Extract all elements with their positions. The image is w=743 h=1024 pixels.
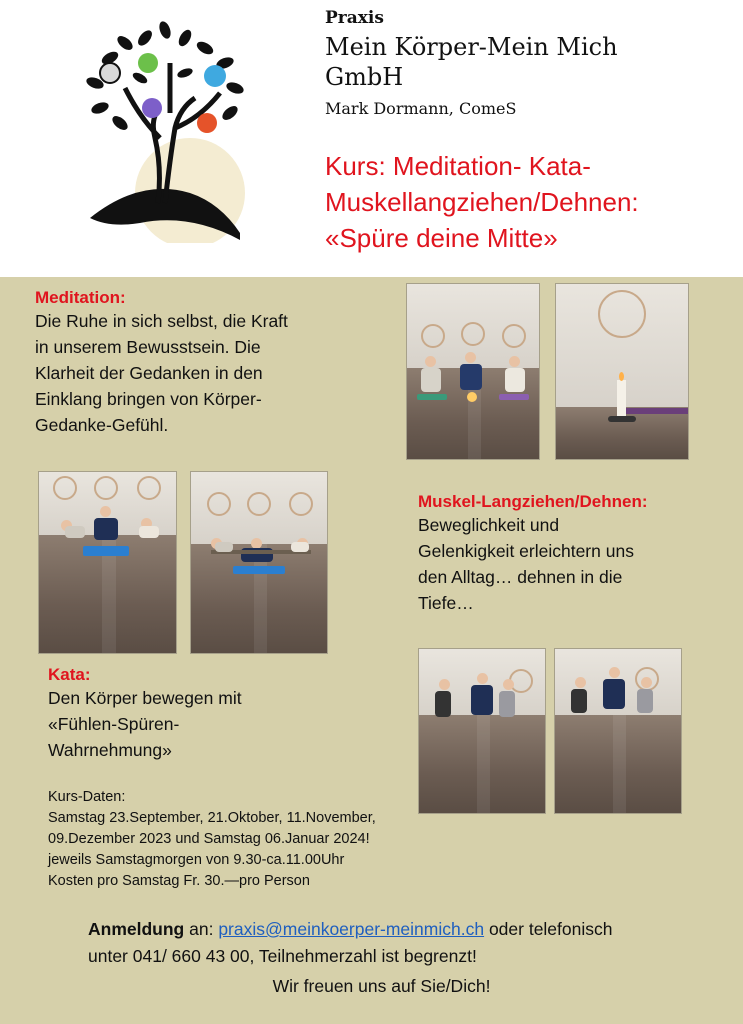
kursdaten-line: jeweils Samstagmorgen von 9.30-ca.11.00Uhr xyxy=(48,852,345,868)
meditation-text xyxy=(35,308,365,438)
muskel-line: den Alltag… dehnen in die xyxy=(418,567,623,587)
kata-heading: Kata: xyxy=(48,665,91,684)
after-email-text: oder telefonisch xyxy=(484,919,613,939)
meditation-section xyxy=(35,288,365,438)
meditation-line: Klarheit der Gedanken in den xyxy=(35,363,263,383)
meditation-heading: Meditation: xyxy=(35,288,126,307)
meditation-line: Die Ruhe in sich selbst, die Kraft xyxy=(35,311,288,331)
closing-text: Wir freuen uns auf Sie/Dich! xyxy=(272,976,491,996)
muskel-line: Tiefe… xyxy=(418,593,474,613)
meditation-line: Gedanke-Gefühl. xyxy=(35,415,169,435)
kata-line: Den Körper bewegen mit xyxy=(48,688,242,708)
registration-line-1 xyxy=(88,916,728,943)
kata-line: Wahrnehmung» xyxy=(48,740,172,760)
meditation-line: Einklang bringen von Körper- xyxy=(35,389,262,409)
registration-section xyxy=(88,916,728,970)
photo-candle xyxy=(555,283,689,460)
course-line-3: «Spüre deine Mitte» xyxy=(325,223,558,253)
kata-line: «Fühlen-Spüren- xyxy=(48,714,180,734)
muskel-section xyxy=(418,492,718,616)
kursdaten-line: Kurs-Daten: xyxy=(48,789,126,805)
muskel-line: Beweglichkeit und xyxy=(418,515,560,535)
company-line-1: Mein Körper-Mein Mich xyxy=(325,33,618,61)
photo-meditation-group xyxy=(406,283,540,460)
person-name: Mark Dormann, ComeS xyxy=(325,99,517,118)
kursdaten-line: Samstag 23.September, 21.Oktober, 11.November, xyxy=(48,810,376,826)
anmeldung-an: an: xyxy=(184,919,219,939)
company-line-2: GmbH xyxy=(325,63,404,91)
photo-stretch-2 xyxy=(190,471,328,654)
photo-stretch-1 xyxy=(38,471,177,654)
company-name xyxy=(325,32,725,92)
photo-kata-1 xyxy=(418,648,546,814)
course-line-2: Muskellangziehen/Dehnen: xyxy=(325,187,639,217)
email-link[interactable]: praxis@meinkoerper-meinmich.ch xyxy=(218,919,485,939)
tree-logo xyxy=(70,18,260,243)
muskel-heading: Muskel-Langziehen/Dehnen: xyxy=(418,492,648,511)
muskel-line: Gelenkigkeit erleichtern uns xyxy=(418,541,634,561)
kata-section xyxy=(48,665,348,763)
kursdaten-section xyxy=(48,787,428,892)
kursdaten-line: 09.Dezember 2023 und Samstag 06.Januar 2024! xyxy=(48,831,370,847)
course-line-1: Kurs: Meditation- Kata- xyxy=(325,151,591,181)
course-title xyxy=(325,148,735,256)
anmeldung-label: Anmeldung xyxy=(88,919,185,939)
kata-text xyxy=(48,685,348,763)
muskel-text xyxy=(418,512,718,616)
praxis-label: Praxis xyxy=(325,8,384,28)
registration-line-2: unter 041/ 660 43 00, Teilnehmerzahl ist begrenzt! xyxy=(88,946,477,966)
photo-kata-2 xyxy=(554,648,682,814)
kursdaten-line: Kosten pro Samstag Fr. 30.—pro Person xyxy=(48,873,310,889)
meditation-line: in unserem Bewusstsein. Die xyxy=(35,337,261,357)
